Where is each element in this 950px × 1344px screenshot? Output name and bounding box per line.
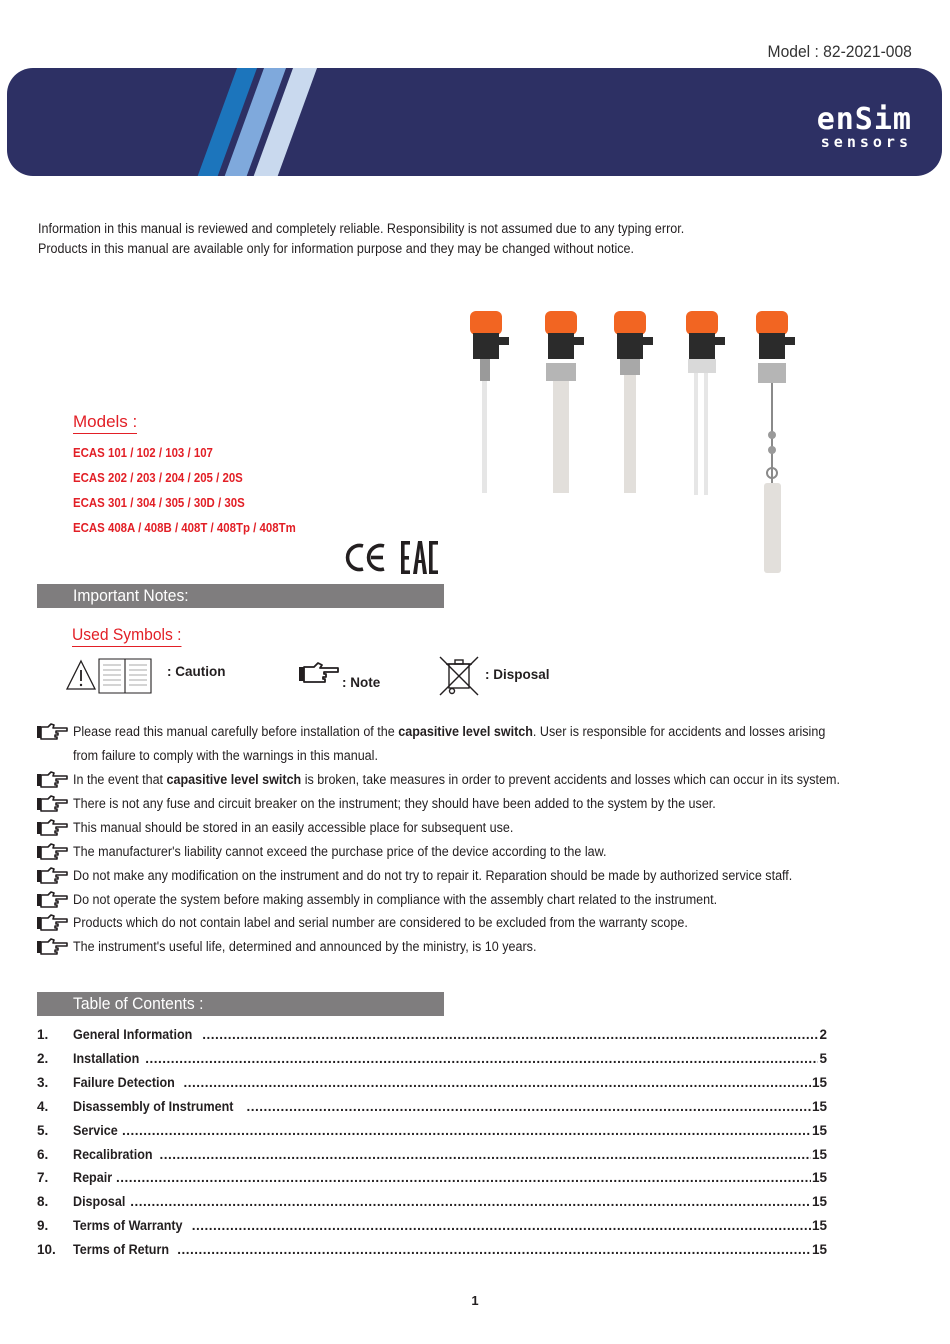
- pointing-hand-icon: [36, 819, 68, 837]
- toc-page: 15: [811, 1242, 827, 1257]
- toc-page: 15: [811, 1099, 827, 1114]
- note-emphasis: capasitive level switch: [398, 724, 533, 739]
- company-logo: [816, 102, 912, 151]
- model-number: Model : 82-2021-008: [767, 42, 912, 61]
- note-text: is broken, take measures in order to prevent accidents and losses which can occur in its system.: [301, 772, 840, 787]
- section-title: Important Notes:: [73, 586, 189, 605]
- toc-number: 2.: [37, 1051, 49, 1066]
- note-text: Products which do not contain label and serial number are considered to be excluded from the warranty scope.: [73, 915, 688, 930]
- toc-entry[interactable]: [37, 1147, 827, 1169]
- disclaimer-line: Products in this manual are available only for information purpose and they may be changed without notice.: [38, 240, 635, 256]
- toc-entry[interactable]: [37, 1242, 827, 1264]
- used-symbols-title: Used Symbols :: [72, 625, 182, 647]
- note-text: The manufacturer's liability cannot exceed the purchase price of the device according to the law.: [73, 844, 607, 859]
- model-item: ECAS 408A / 408B / 408T / 408Tp / 408Tm: [73, 520, 296, 535]
- toc-number: 3.: [37, 1075, 49, 1090]
- toc-title: Disassembly of Instrument: [73, 1099, 234, 1114]
- note-text: Do not operate the system before making assembly in compliance with the assembly chart related to the instrument.: [73, 892, 718, 907]
- pointing-hand-icon: [36, 891, 68, 909]
- pointing-hand-icon: [36, 938, 68, 956]
- toc-number: 8.: [37, 1194, 49, 1209]
- toc-leader: [122, 1123, 811, 1138]
- note-item: [36, 768, 916, 792]
- toc-leader: [202, 1027, 818, 1042]
- note-text: In the event that: [73, 772, 167, 787]
- toc-entry[interactable]: [37, 1027, 827, 1049]
- toc-leader: [145, 1051, 818, 1066]
- pointing-hand-icon: [298, 660, 340, 686]
- pointing-hand-icon: [36, 771, 68, 789]
- toc-leader: [184, 1075, 811, 1090]
- toc-entry[interactable]: [37, 1075, 827, 1097]
- sensor-probe-3: [614, 311, 653, 493]
- toc-title: General Information: [73, 1027, 193, 1042]
- note-label: : Note: [342, 675, 381, 690]
- toc-leader: [177, 1242, 811, 1257]
- toc-number: 7.: [37, 1170, 49, 1185]
- important-notes-header: [37, 584, 444, 608]
- toc-title: Recalibration: [73, 1147, 153, 1162]
- toc-page: 15: [811, 1194, 827, 1209]
- toc-entry[interactable]: [37, 1194, 827, 1216]
- toc-page: 15: [811, 1123, 827, 1138]
- note-text: Please read this manual carefully before installation of the: [73, 724, 399, 739]
- note-text: The instrument's useful life, determined and announced by the ministry, is 10 years.: [73, 939, 537, 954]
- certification-marks: [343, 538, 441, 576]
- note-item: [36, 911, 916, 935]
- logo-subtitle: sensors: [820, 133, 912, 151]
- toc-title: Failure Detection: [73, 1075, 175, 1090]
- toc-leader: [130, 1194, 811, 1209]
- note-item: [36, 792, 916, 816]
- model-item: ECAS 301 / 304 / 305 / 30D / 30S: [73, 495, 245, 510]
- toc-entry[interactable]: [37, 1218, 827, 1240]
- toc-page: 15: [811, 1170, 827, 1185]
- toc-title: Terms of Warranty: [73, 1218, 183, 1233]
- toc-page: 15: [811, 1147, 827, 1162]
- toc-number: 6.: [37, 1147, 49, 1162]
- section-title: Table of Contents :: [73, 994, 204, 1013]
- crossed-bin-icon: [437, 654, 481, 698]
- note-item-continuation: [36, 744, 916, 768]
- toc-leader: [192, 1218, 811, 1233]
- model-item: ECAS 101 / 102 / 103 / 107: [73, 445, 213, 460]
- note-item: [36, 840, 916, 864]
- disclaimer-line: Information in this manual is reviewed and completely reliable. Responsibility is not assumed due to any typing error.: [38, 221, 685, 236]
- note-text: from failure to comply with the warnings in this manual.: [73, 748, 378, 763]
- toc-leader: [160, 1147, 811, 1162]
- note-item: [36, 888, 916, 912]
- toc-title: Service: [73, 1123, 118, 1138]
- pointing-hand-icon: [36, 795, 68, 813]
- pointing-hand-icon: [36, 723, 68, 741]
- sensor-probe-4: [686, 311, 725, 495]
- sensor-probe-5: [756, 311, 795, 573]
- toc-leader: [116, 1170, 811, 1185]
- sensor-probe-1: [470, 311, 509, 493]
- ce-mark: [348, 546, 384, 570]
- models-list: [73, 440, 296, 540]
- note-text: Do not make any modification on the instrument and do not try to repair it. Reparation should be made by authorized service staff.: [73, 868, 793, 883]
- toc-page: 2: [819, 1027, 827, 1042]
- logo-wordmark: enSim: [816, 102, 912, 137]
- toc-header: [37, 992, 444, 1016]
- note-text: . User is responsible for accidents and losses arising: [532, 724, 826, 739]
- note-item: [36, 935, 916, 959]
- toc-number: 4.: [37, 1099, 49, 1114]
- model-item: ECAS 202 / 203 / 204 / 205 / 20S: [73, 470, 243, 485]
- toc-number: 9.: [37, 1218, 49, 1233]
- toc-number: 1.: [37, 1027, 49, 1042]
- toc-title: Disposal: [73, 1194, 126, 1209]
- toc-entry[interactable]: [37, 1123, 827, 1145]
- note-item: [36, 720, 916, 744]
- caution-label: : Caution: [167, 664, 226, 679]
- toc-entry[interactable]: [37, 1170, 827, 1192]
- disclaimer: [38, 219, 684, 258]
- note-item: [36, 864, 916, 888]
- pointing-hand-icon: [36, 914, 68, 932]
- toc-number: 10.: [37, 1242, 56, 1257]
- toc-leader: [247, 1099, 811, 1114]
- eac-mark: [401, 541, 438, 574]
- models-title: Models :: [73, 412, 137, 434]
- disposal-label: : Disposal: [485, 667, 550, 682]
- toc-entry[interactable]: [37, 1099, 827, 1121]
- note-item: [36, 816, 916, 840]
- toc-title: Installation: [73, 1051, 140, 1066]
- pointing-hand-icon: [36, 843, 68, 861]
- toc-number: 5.: [37, 1123, 49, 1138]
- toc-title: Repair: [73, 1170, 113, 1185]
- pointing-hand-icon: [36, 867, 68, 885]
- product-image: [458, 305, 818, 580]
- note-emphasis: capasitive level switch: [166, 772, 302, 787]
- page-number: 1: [471, 1293, 479, 1308]
- toc-title: Terms of Return: [73, 1242, 170, 1257]
- toc-page: 15: [811, 1218, 827, 1233]
- toc-entry[interactable]: [37, 1051, 827, 1073]
- header-banner: [7, 68, 942, 176]
- note-text: There is not any fuse and circuit breaker on the instrument; they should have been added to the system by the user.: [73, 796, 716, 811]
- note-text: This manual should be stored in an easily accessible place for subsequent use.: [73, 820, 514, 835]
- toc-page: 15: [811, 1075, 827, 1090]
- sensor-probe-2: [545, 311, 584, 493]
- toc-page: 5: [819, 1051, 827, 1066]
- caution-manual-icon: [65, 655, 157, 697]
